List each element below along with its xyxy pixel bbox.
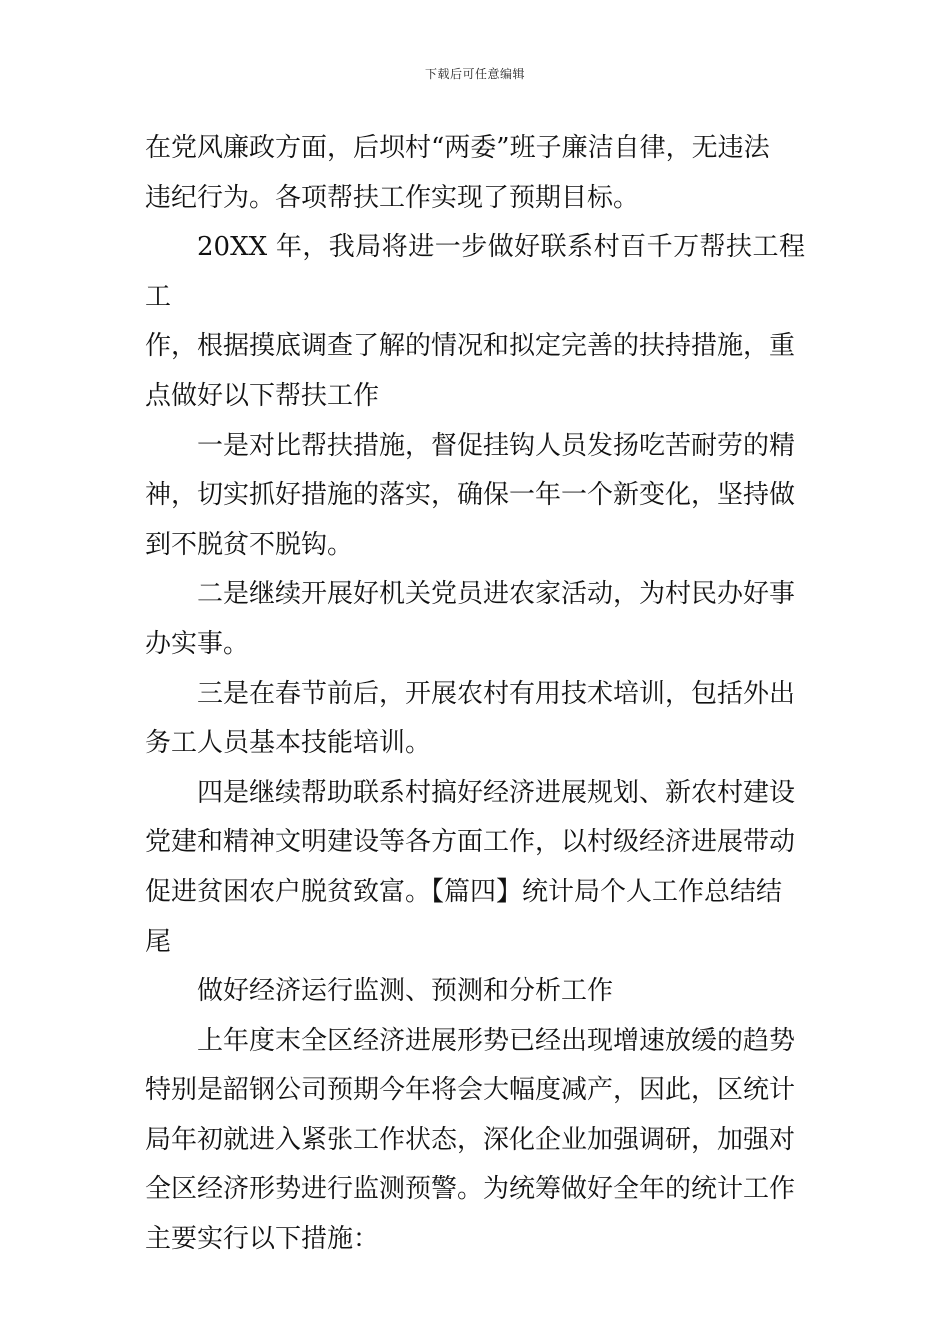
document-body <box>145 124 805 1265</box>
paragraph-2 <box>145 223 805 421</box>
paragraph-line: 三是在春节前后，开展农村有用技术培训，包括外出 <box>197 678 796 709</box>
paragraph-line: 上年度末全区经济进展形势已经出现增速放缓的趋势 <box>197 1025 796 1056</box>
paragraph-line: 党建和精神文明建设等各方面工作，以村级经济进展带动 <box>145 827 796 858</box>
paragraph-line: 一是对比帮扶措施，督促挂钩人员发扬吃苦耐劳的精 <box>197 430 796 461</box>
paragraph-8 <box>145 1017 805 1265</box>
paragraph-line: 神，切实抓好措施的落实，确保一年一个新变化，坚持做 <box>145 480 796 511</box>
paragraph-line: 20XX 年，我局将进一步做好联系村百千万帮扶工程工 <box>145 232 805 312</box>
paragraph-line: 点做好以下帮扶工作 <box>145 380 380 411</box>
paragraph-3 <box>145 422 805 571</box>
paragraph-line: 违纪行为。各项帮扶工作实现了预期目标。 <box>145 182 640 213</box>
paragraph-line: 主要实行以下措施： <box>145 1224 380 1255</box>
paragraph-line: 四是继续帮助联系村搞好经济进展规划、新农村建设 <box>197 777 796 808</box>
paragraph-5 <box>145 670 805 769</box>
paragraph-line: 二是继续开展好机关党员进农家活动，为村民办好事 <box>197 579 796 610</box>
paragraph-line: 做好经济运行监测、预测和分析工作 <box>197 976 614 1007</box>
paragraph-line: 办实事。 <box>145 628 250 659</box>
paragraph-line: 促进贫困农户脱贫致富。【篇四】统计局个人工作总结结 <box>145 876 783 907</box>
paragraph-line: 尾 <box>145 926 172 957</box>
paragraph-line: 作，根据摸底调查了解的情况和拟定完善的扶持措施，重 <box>145 331 796 362</box>
paragraph-line: 到不脱贫不脱钩。 <box>145 529 354 560</box>
header-note: 下载后可任意编辑 <box>424 67 525 81</box>
paragraph-line: 在党风廉政方面，后坝村“两委”班子廉洁自律，无违法 <box>145 133 770 163</box>
paragraph-line: 务工人员基本技能培训。 <box>145 728 432 759</box>
paragraph-6 <box>145 769 805 967</box>
paragraph-4 <box>145 570 805 669</box>
paragraph-line: 局年初就进入紧张工作状态，深化企业加强调研，加强对 <box>145 1124 796 1155</box>
paragraph-line: 全区经济形势进行监测预警。为统筹做好全年的统计工作 <box>145 1174 796 1205</box>
paragraph-1 <box>145 124 805 223</box>
paragraph-line: 特别是韶钢公司预期今年将会大幅度减产，因此，区统计 <box>145 1075 796 1106</box>
paragraph-7 <box>145 967 805 1017</box>
